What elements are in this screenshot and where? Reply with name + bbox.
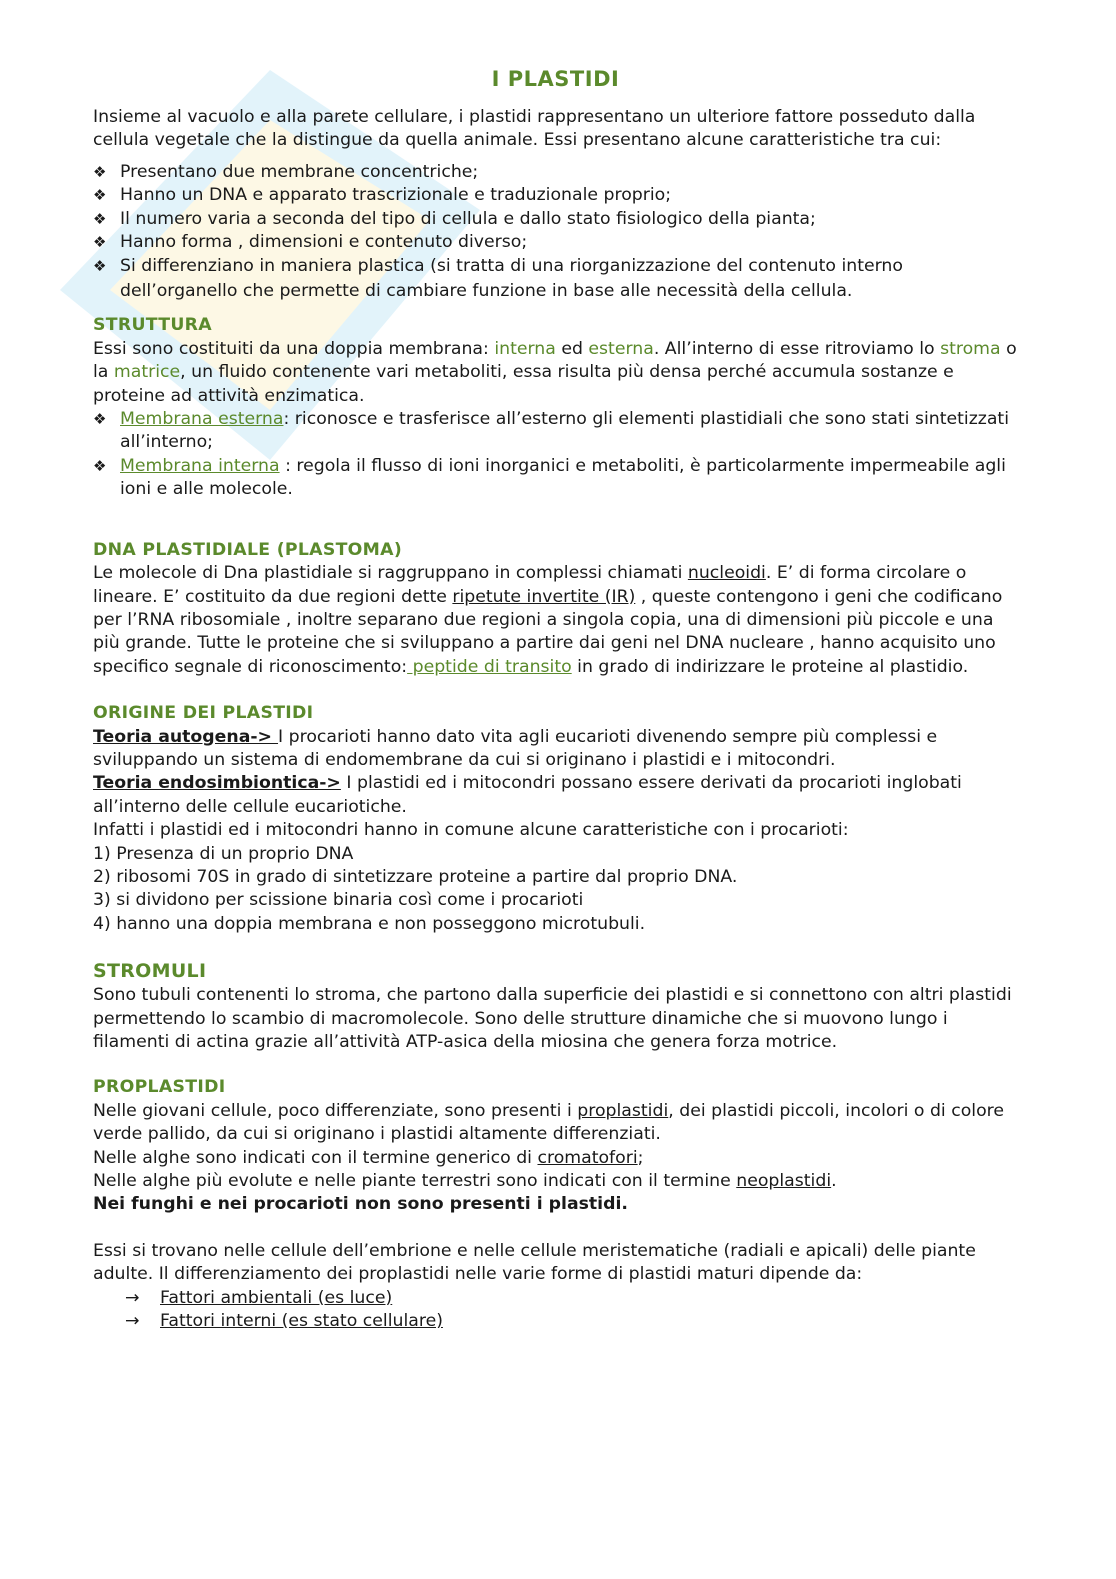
list-item: ❖ Hanno un DNA e apparato trascrizionale e traduzionale proprio;: [93, 184, 1018, 207]
dna-paragraph: Le molecole di Dna plastidiale si raggruppano in complessi chiamati nucleoidi. E’ di forma circolare o lineare. E’ costituito da due regioni dette ripetute invertite (IR) , queste contengono i geni che codificano per l’RNA ribosomiale , inoltre separano due regioni a singola copia, una di dimensioni più piccole e una più grande. Tutte le proteine che si sviluppano a partire dai geni nel DNA nucleare , hanno acquisito uno specifico segnale di riconoscimento: peptide di transito in grado di indirizzare le proteine al plastidio.: [93, 563, 1003, 677]
list-item: ❖ Hanno forma , dimensioni e contenuto diverso;: [93, 231, 1018, 254]
list-item: 4) hanno una doppia membrana e non posseggono microtubuli.: [93, 913, 646, 934]
bullet-icon: ❖: [93, 162, 107, 181]
struttura-paragraph: Essi sono costituiti da una doppia membrana: interna ed esterna. All’interno di esse ritroviamo lo stroma o la matrice, un fluido contenente vari metaboliti, essa risulta più densa perché accumula sostanze e proteine ad attività enzimatica.: [93, 338, 1017, 406]
list-item: ❖ Si differenziano in maniera plastica (si tratta di una riorganizzazione del contenuto interno dell’organello che permette di cambiare funzione in base alle necessità della cellula.: [93, 256, 903, 302]
section-heading-struttura: STRUTTURA: [93, 315, 212, 336]
teoria-endosimbiontica: Teoria endosimbiontica-> I plastidi ed i mitocondri possano essere derivati da procarioti inglobati all’interno delle cellule eucariotiche.: [93, 773, 962, 817]
list-item: ❖ Il numero varia a seconda del tipo di cellula e dallo stato fisiologico della pianta;: [93, 208, 1018, 231]
factors-list: [93, 1287, 1018, 1334]
stromuli-paragraph: Sono tubuli contenenti lo stroma, che partono dalla superficie dei plastidi e si connettono con altri plastidi permettendo lo scambio di macromolecole. Sono delle strutture dinamiche che si muovono lungo i filamenti di actina grazie all’attività ATP-asica della miosina che genera forza motrice.: [93, 985, 1012, 1052]
origine-list: [93, 843, 1018, 937]
bullet-icon: ❖: [93, 410, 107, 429]
bullet-icon: ❖: [93, 209, 107, 228]
alghe-evolute-line: Nelle alghe più evolute e nelle piante terrestri sono indicati con il termine neoplastidi.: [93, 1171, 837, 1192]
bullet-icon: ❖: [93, 186, 107, 205]
arrow-icon: →: [125, 1287, 140, 1308]
document-page: [93, 64, 1018, 1333]
features-list: [93, 161, 1018, 305]
origine-common: Infatti i plastidi ed i mitocondri hanno in comune alcune caratteristiche con i procarioti:: [93, 820, 849, 841]
section-heading-origine: ORIGINE DEI PLASTIDI: [93, 703, 314, 724]
bullet-icon: ❖: [93, 257, 107, 276]
bullet-icon: ❖: [93, 456, 107, 475]
page-title: I PLASTIDI: [491, 67, 620, 91]
arrow-icon: →: [125, 1311, 140, 1332]
list-item: 2) ribosomi 70S in grado di sintetizzare proteine a partire dal proprio DNA.: [93, 866, 738, 887]
list-item: 1) Presenza di un proprio DNA: [93, 843, 354, 864]
section-heading-dna: DNA PLASTIDIALE (PLASTOMA): [93, 539, 403, 560]
embrione-paragraph: Essi si trovano nelle cellule dell’embrione e nelle cellule meristematiche (radiali e apicali) delle piante adulte. Il differenziamento dei proplastidi nelle varie forme di plastidi maturi dipende da:: [93, 1240, 976, 1285]
list-item: → Fattori interni (es stato cellulare): [125, 1310, 1018, 1333]
proplastidi-paragraph: Nelle giovani cellule, poco differenziate, sono presenti i proplastidi, dei plastidi piccoli, incolori o di colore verde pallido, da cui si originano i plastidi altamente differenziati.: [93, 1100, 1005, 1145]
teoria-autogena: Teoria autogena-> I procarioti hanno dato vita agli eucarioti divenendo sempre più complessi e sviluppando un sistema di endomembrane da cui si originano i plastidi e i mitocondri.: [93, 726, 938, 770]
list-item: ❖ Membrana interna : regola il flusso di ioni inorganici e metaboliti, è particolarmente impermeabile agli ioni e alle molecole.: [93, 455, 1006, 500]
list-item: ❖ Presentano due membrane concentriche;: [93, 161, 1018, 184]
bullet-icon: ❖: [93, 233, 107, 252]
section-heading-stromuli: STROMULI: [93, 960, 207, 983]
membrane-list: [93, 408, 1018, 502]
alghe-line: Nelle alghe sono indicati con il termine generico di cromatofori;: [93, 1147, 644, 1168]
list-item: → Fattori ambientali (es luce): [125, 1287, 1018, 1310]
section-heading-proplastidi: PROPLASTIDI: [93, 1077, 226, 1098]
funghi-note: Nei funghi e nei procarioti non sono presenti i plastidi.: [93, 1194, 628, 1215]
list-item: ❖ Membrana esterna: riconosce e trasferisce all’esterno gli elementi plastidiali che sono stati sintetizzati all’interno;: [93, 409, 1010, 453]
intro-paragraph: Insieme al vacuolo e alla parete cellulare, i plastidi rappresentano un ulteriore fattore posseduto dalla cellula vegetale che la distingue da quella animale. Essi presentano alcune caratteristiche tra cui:: [93, 107, 976, 151]
list-item: 3) si dividono per scissione binaria così come i procarioti: [93, 890, 584, 911]
